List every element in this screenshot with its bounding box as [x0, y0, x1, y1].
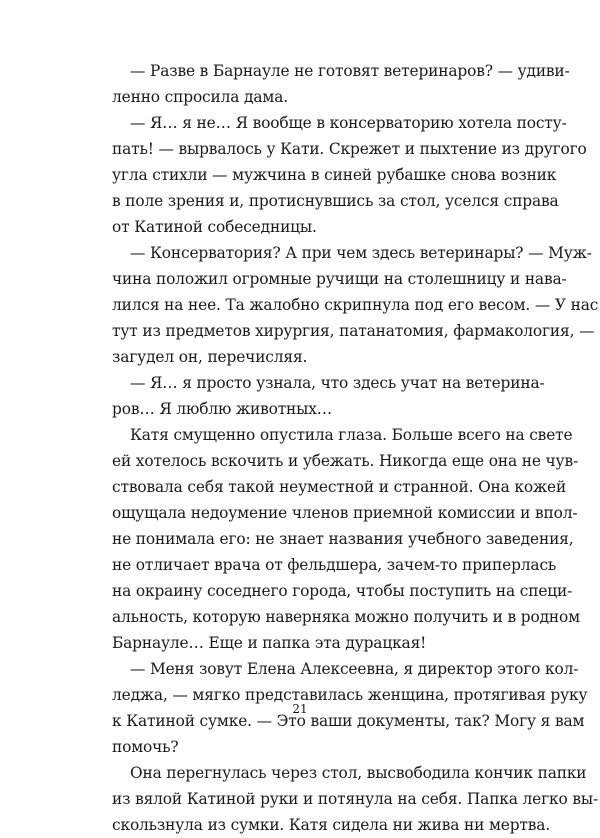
text-line: к Катиной сумке. — Это ваши документы, так? Могу я вам: [112, 712, 585, 730]
text-line: на окраину соседнего города, чтобы поступить на специ-: [112, 582, 573, 600]
text-line: ствовала себя такой неуместной и странной. Она кожей: [112, 478, 567, 496]
text-line: — Разве в Барнауле не готовят ветеринаров? — удиви-: [130, 62, 570, 80]
text-line: ей хотелось вскочить и убежать. Никогда еще она не чув-: [112, 452, 579, 470]
page-number: 21: [292, 702, 308, 716]
text-line: скользнула из сумки. Катя сидела ни жива ни мертва.: [112, 816, 551, 834]
text-line: — Я… я не… Я вообще в консерваторию хотела посту-: [130, 114, 567, 132]
text-line: леджа, — мягко представилась женщина, протягивая руку: [112, 686, 588, 704]
text-line: тут из предметов хирургия, патанатомия, фармакология, —: [112, 322, 595, 340]
text-line: ощущала недоумение членов приемной комиссии и впол-: [112, 504, 578, 522]
text-line: загудел он, перечисляя.: [112, 348, 308, 366]
text-line: помочь?: [112, 738, 179, 756]
text-line: не понимала его: не знает названия учебного заведения,: [112, 530, 574, 548]
text-line: Барнауле… Еще и папка эта дурацкая!: [112, 634, 427, 652]
text-line: — Меня зовут Елена Алексеевна, я директор этого кол-: [130, 660, 579, 678]
text-line: — Консерватория? А при чем здесь ветеринары? — Муж-: [130, 244, 592, 262]
page-text-block: [112, 58, 599, 838]
text-line: пать! — вырвалось у Кати. Скрежет и пыхтение из другого: [112, 140, 587, 158]
text-line: из вялой Катиной руки и потянула на себя. Папка легко вы-: [112, 790, 599, 808]
text-line: в поле зрения и, протиснувшись за стол, уселся справа: [112, 192, 559, 210]
text-line: не отличает врача от фельдшера, зачем-то приперлась: [112, 556, 557, 574]
text-line: лился на нее. Та жалобно скрипнула под его весом. — У нас: [112, 296, 599, 314]
text-line: Катя смущенно опустила глаза. Больше всего на свете: [130, 426, 573, 444]
text-line: ленно спросила дама.: [112, 88, 288, 106]
text-line: угла стихли — мужчина в синей рубашке снова возник: [112, 166, 557, 184]
text-line: — Я… я просто узнала, что здесь учат на ветерина-: [130, 374, 545, 392]
text-line: альность, которую наверняка можно получить и в родном: [112, 608, 580, 626]
text-line: от Катиной собеседницы.: [112, 218, 317, 236]
text-line: ров… Я люблю животных…: [112, 400, 333, 418]
text-line: чина положил огромные ручищи на столешницу и нава-: [112, 270, 567, 288]
text-line: Она перегнулась через стол, высвободила кончик папки: [130, 764, 587, 782]
